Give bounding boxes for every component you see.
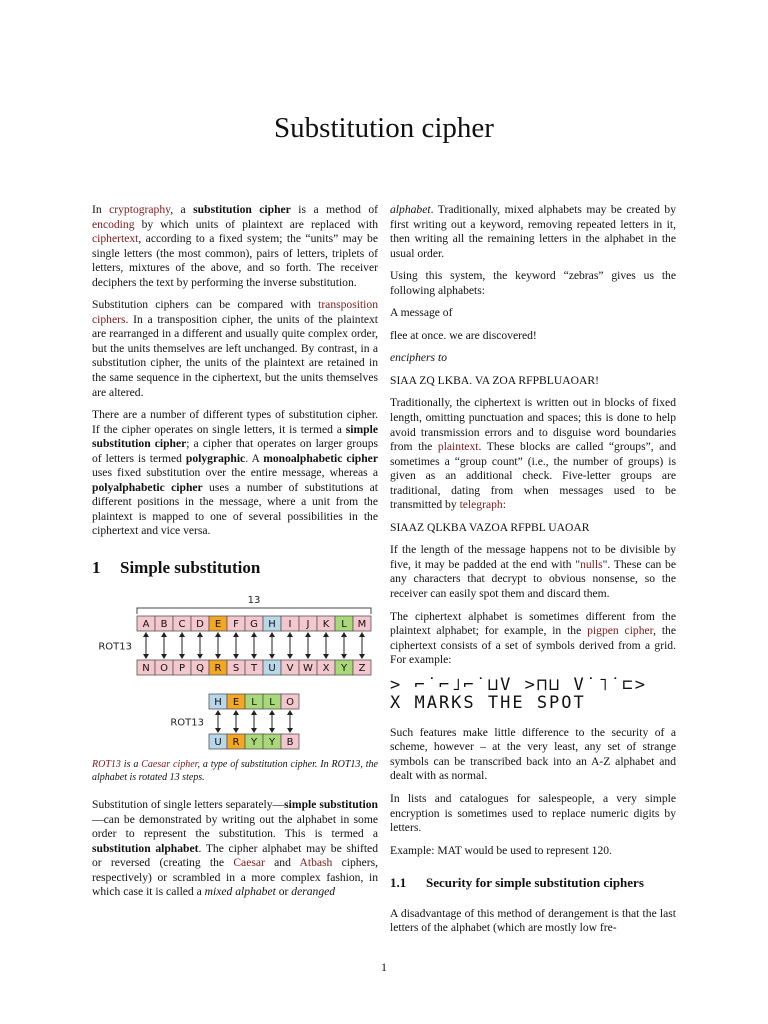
rot-arrow-head-up [269, 632, 275, 637]
comparison-paragraph: Substitution ciphers can be compared with transposition ciphers. In a transposition cipher, the units of the plaintext are rearranged in a different and usually quite complex order, but the units themselves are left unchanged. By contrast, in a substitution cipher, the units of the plaintext are retained in the same sequence in the ciphertext, but the units themselves are altered. [92, 298, 378, 399]
alphabet-bottom-letter: P [178, 662, 186, 674]
hello-letter: L [269, 696, 275, 708]
rot-arrow-head-down [251, 654, 257, 659]
alphabet-bottom-letter: Q [196, 662, 204, 674]
rot-arrow-head-up [233, 632, 239, 637]
rot-arrow-head-down [359, 654, 365, 659]
alphabet-top-letter: D [196, 618, 204, 630]
rot-arrow-head-up [215, 632, 221, 637]
substitution-alphabet-paragraph: Substitution of single letters separately—simple substitution—can be demonstrated by writing out the alphabet in some order to represent the substitution. This is termed a substitution alphabet. The cipher alphabet may be shifted or reversed (creating the Caesar and Atbash ciphers, respectively) or scrambled in a more complex fashion, in which case it is called a mixed alphabet or deranged [92, 798, 378, 899]
security-note-paragraph: Such features make little difference to the security of a scheme, however – at the very least, any set of strange symbols can be transcribed back into an A-Z alphabet and dealt with as normal. [390, 725, 676, 783]
rot-arrow-head-up [143, 632, 149, 637]
alphabet-top-letter: L [341, 618, 347, 630]
alphabet-top-letter: G [250, 618, 258, 630]
rot13-label-bottom: ROT13 [170, 717, 204, 729]
rot13-diagram [92, 590, 378, 755]
pigpen-example [390, 676, 676, 712]
alphabet-bottom-letter: X [322, 662, 330, 674]
uryyb-letter: U [214, 736, 222, 748]
rot-arrow-head-down [233, 654, 239, 659]
grouped-ciphertext: SIAAZ QLKBA VAZOA RFPBL UAOAR [390, 520, 590, 534]
rot-arrow-head-down [215, 654, 221, 659]
groups-paragraph: Traditionally, the ciphertext is written out in blocks of fixed length, omitting punctuation and spaces; this is done to help avoid transmission errors and to disguise word boundaries from the plaintext. These blocks are called “groups”, and sometimes a “group count” (i.e., the number of groups) is given as an additional check. Five-letter groups are traditional, dating from when messages used to be transmitted by telegraph: [390, 396, 676, 512]
hello-letter: L [251, 696, 257, 708]
keyword-paragraph: Using this system, the keyword “zebras” gives us the following alphabets: [390, 269, 676, 297]
ciphertext-line: SIAA ZQ LKBA. VA ZOA RFPBLUAOAR! [390, 373, 599, 387]
nulls-paragraph: If the length of the message happens not to be divisible by five, it may be padded at the end with "nulls". These can be any characters that decrypt to obvious nonsense, so the receiver can easily spot them and discard them. [390, 543, 676, 601]
link-caesar-cipher[interactable]: Caesar cipher [141, 759, 198, 771]
link-telegraph[interactable]: telegraph [459, 498, 503, 512]
rot-arrow-head-down [179, 654, 185, 659]
rot-arrow-head-up [179, 632, 185, 637]
page-number: 1 [381, 960, 387, 974]
hello-arrow-head-up [287, 710, 293, 715]
rot-arrow-head-down [161, 654, 167, 659]
alphabet-bottom-letter: O [160, 662, 168, 674]
alphabet-top-letter: E [214, 618, 222, 630]
rot-arrow-head-down [305, 654, 311, 659]
alphabet-top-letter: A [142, 618, 150, 630]
alphabet-bottom-letter: R [214, 662, 222, 674]
intro-paragraph: In cryptography, a substitution cipher is a method of encoding by which units of plaintext are replaced with ciphertext, according to a fixed system; the “units” may be single letters (the most common), pairs of letters, triplets of letters, mixtures of the above, and so forth. The receiver deciphers the text by performing the inverse substitution. [92, 203, 378, 289]
hello-letter: H [214, 696, 222, 708]
rot-arrow-head-up [287, 632, 293, 637]
diagram-caption: ROT13 is a Caesar cipher, a type of substitution cipher. In ROT13, the alphabet is rotated 13 steps. [92, 759, 378, 784]
rot13-svg [92, 590, 378, 750]
link-encoding[interactable]: encoding [92, 217, 135, 231]
rot-arrow-head-up [359, 632, 365, 637]
link-atbash[interactable]: Atbash [299, 856, 333, 870]
uryyb-letter: Y [268, 736, 276, 748]
hello-letter: O [286, 696, 294, 708]
alphabet-top-letter: C [178, 618, 186, 630]
hello-arrow-head-up [269, 710, 275, 715]
rot-arrow-head-up [323, 632, 329, 637]
rot-arrow-head-up [305, 632, 311, 637]
link-pigpen-cipher[interactable]: pigpen cipher [587, 624, 654, 638]
hello-arrow-head-down [233, 728, 239, 733]
section-heading-simple-substitution: 1 Simple substitution [92, 558, 261, 578]
rot-arrow-head-down [341, 654, 347, 659]
alphabet-bottom-letter: S [232, 662, 240, 674]
hello-arrow-head-up [233, 710, 239, 715]
alphabet-bottom-letter: V [286, 662, 294, 674]
derangement-paragraph: A disadvantage of this method of derangement is that the last letters of the alphabet (which are mostly low fre- [390, 906, 676, 935]
enciphers-to: enciphers to [390, 351, 447, 365]
alphabet-top-letter: F [233, 618, 239, 630]
rot-arrow-head-up [251, 632, 257, 637]
uryyb-letter: R [232, 736, 240, 748]
alphabet-top-letter: K [322, 618, 330, 630]
alphabet-top-letter: B [160, 618, 168, 630]
message-line-2: flee at once. we are discovered! [390, 328, 537, 342]
hello-letter: E [232, 696, 240, 708]
mixed-alphabet-paragraph: alphabet. Traditionally, mixed alphabets may be created by first writing out a keyword, removing repeated letters in it, then writing all the remaining letters in the alphabet in the usual order. [390, 203, 676, 260]
alphabet-top-letter: I [288, 618, 292, 630]
rot-arrow-head-down [287, 654, 293, 659]
link-rot13[interactable]: ROT13 [92, 759, 121, 771]
uryyb-letter: Y [250, 736, 258, 748]
rot-arrow-head-down [143, 654, 149, 659]
rot-arrow-head-down [197, 654, 203, 659]
rot-arrow-head-down [323, 654, 329, 659]
hello-arrow-head-up [215, 710, 221, 715]
example-paragraph: Example: MAT would be used to represent 120. [390, 843, 612, 857]
rot-arrow-head-up [341, 632, 347, 637]
pigpen-symbols: > ⌐˙⌐˩⌐˙⊔V >⊓⊔ V˙˥˙⊏> [390, 674, 647, 695]
link-caesar[interactable]: Caesar [233, 856, 265, 870]
link-nulls[interactable]: nulls [580, 557, 603, 571]
alphabet-bottom-letter: Y [340, 662, 348, 674]
alphabet-top-letter: J [306, 618, 310, 630]
hello-arrow-head-down [287, 728, 293, 733]
page-title: Substitution cipher [274, 112, 494, 144]
types-paragraph: There are a number of different types of substitution cipher. If the cipher operates on single letters, it is termed a simple substitution cipher; a cipher that operates on larger groups of letters is termed polygraphic. A monoalphabetic cipher uses fixed substitution over the entire message, whereas a polyalphabetic cipher uses a number of substitutions at different positions in the message, where a unit from the plaintext is mapped to one of several possibilities in the ciphertext and vice versa. [92, 408, 379, 538]
hello-arrow-head-down [269, 728, 275, 733]
link-transposition-ciphers[interactable]: transposition ciphers [92, 298, 378, 326]
alphabet-bottom-letter: U [268, 662, 276, 674]
alphabet-top-letter: H [268, 618, 276, 630]
count-label: 13 [247, 594, 261, 606]
right-column [390, 203, 676, 944]
uryyb-letter: B [286, 736, 294, 748]
rot13-label-top: ROT13 [98, 641, 132, 653]
catalogue-paragraph: In lists and catalogues for salespeople, a very simple encryption is sometimes used to replace numeric digits by letters. [390, 791, 676, 835]
pigpen-paragraph: The ciphertext alphabet is sometimes different from the plaintext alphabet; for example, in the pigpen cipher, the ciphertext consists of a set of symbols derived from a grid. For example: [390, 609, 676, 667]
alphabet-bottom-letter: Z [358, 662, 366, 674]
message-line-1: A message of [390, 306, 453, 320]
subsection-heading-security: 1.1 Security for simple substitution ciphers [390, 875, 644, 891]
rot-arrow-head-down [269, 654, 275, 659]
alphabet-bottom-letter: W [303, 662, 313, 674]
rot-arrow-head-up [161, 632, 167, 637]
left-column [92, 203, 378, 908]
bracket-line [137, 608, 371, 614]
link-ciphertext[interactable]: ciphertext [92, 232, 139, 246]
link-cryptography[interactable]: cryptography [109, 203, 171, 216]
hello-arrow-head-down [251, 728, 257, 733]
alphabet-top-letter: M [357, 618, 367, 630]
hello-arrow-head-down [215, 728, 221, 733]
rot-arrow-head-up [197, 632, 203, 637]
hello-arrow-head-up [251, 710, 257, 715]
link-plaintext[interactable]: plaintext [437, 440, 479, 454]
alphabet-bottom-letter: N [142, 662, 150, 674]
pigpen-plaintext: X MARKS THE SPOT [390, 692, 586, 713]
alphabet-bottom-letter: T [250, 662, 258, 674]
